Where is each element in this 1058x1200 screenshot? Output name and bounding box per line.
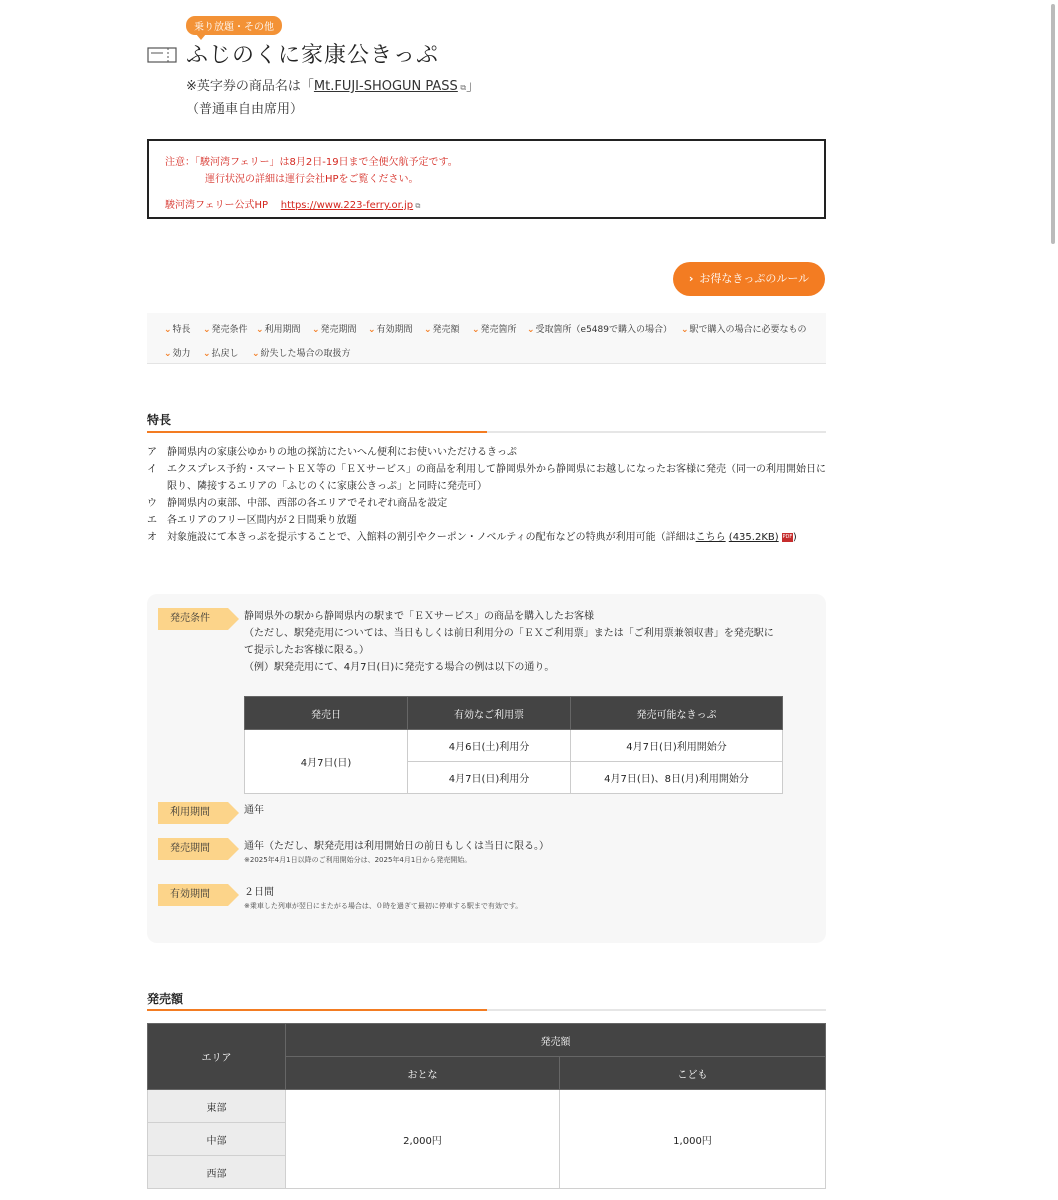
table-cell: 4月7日(日)利用開始分	[571, 730, 783, 762]
area-header: エリア	[148, 1024, 286, 1090]
child-price: 1,000円	[560, 1090, 826, 1189]
category-badge: 乗り放題・その他	[186, 16, 282, 35]
notice-line2: 運行状況の詳細は運行会社HPをご覧ください。	[205, 174, 419, 185]
external-link-icon: ⧉	[413, 202, 421, 210]
sales-period-note: ※2025年4月1日以降のご利用開始分は、2025年4月1日から発売開始。	[244, 856, 472, 864]
adult-header: おとな	[286, 1057, 560, 1090]
details-link[interactable]: こちら	[695, 532, 726, 543]
anchor-item[interactable]: ⌄紛失した場合の取扱方	[252, 349, 351, 359]
area-central: 中部	[148, 1123, 286, 1156]
anchor-item[interactable]: ⌄発売箇所	[472, 325, 517, 335]
notice-line1: 注意：「駿河湾フェリー」は8月2日-19日まで全便欠航予定です。	[165, 157, 458, 168]
pdf-size-link[interactable]: (435.2KB)	[728, 532, 779, 543]
area-east: 東部	[148, 1090, 286, 1123]
external-link-icon: ⧉	[457, 83, 467, 92]
sales-period-text: 通年（ただし、駅発売用は利用開始日の前日もしくは当日に限る。） ※2025年4月1日以降のご利用開始分は、2025年4月1日から発売開始。	[244, 841, 549, 864]
features-list: ア 静岡県内の家康公ゆかりの地の探訪にたいへん便利にお使いいただけるきっぷ イ エクスプレス予約・スマートＥＸ等の「ＥＸサービス」の商品を利用して静岡県外から静岡県にお越しになったお客様に発売（同一の利用開始日に限り、隣接するエリアの「ふじのくに家康公きっぷ」と同時に発売可） ウ 静岡県内の東部、中部、西部の各エリアでそれぞれ商品を設定 エ 各エリアのフリー区間内が２日間乗り放題 オ 対象施設にて本きっぷを提示することで、入館料の割引やクーポン・ノベルティの配布などの特典が利用可能（詳細はこちら (435.2KB) PDF)	[147, 447, 826, 543]
fare-table	[147, 1023, 826, 1189]
heading-underline	[147, 1009, 826, 1011]
rules-button[interactable]: › お得なきっぷのルール	[673, 262, 825, 296]
anchor-item[interactable]: ⌄発売条件	[203, 325, 248, 335]
pdf-icon: PDF	[782, 533, 793, 540]
anchor-item[interactable]: ⌄利用期間	[256, 325, 301, 335]
sales-period-tag: 発売期間	[158, 838, 228, 860]
table-cell: 4月6日(土)利用分	[408, 730, 571, 762]
usage-period-tag: 利用期間	[158, 802, 228, 824]
anchor-item[interactable]: ⌄特長	[164, 325, 191, 335]
table-cell: 4月7日(日)利用分	[408, 762, 571, 794]
anchor-item[interactable]: ⌄受取箇所（e5489で購入の場合）	[527, 325, 672, 335]
heading-underline	[147, 431, 826, 433]
scrollbar[interactable]	[1051, 4, 1055, 244]
price-header: 発売額	[286, 1024, 826, 1057]
features-heading: 特長	[147, 413, 172, 427]
page-title: ふじのくに家康公きっぷ	[186, 43, 440, 68]
english-name-link[interactable]: Mt.FUJI-SHOGUN PASS	[313, 79, 458, 94]
anchor-item[interactable]: ⌄有効期間	[368, 325, 413, 335]
anchor-item[interactable]: ⌄発売期間	[312, 325, 357, 335]
usage-period-text: 通年	[244, 805, 264, 816]
validity-note: ※乗車した列車が翌日にまたがる場合は、０時を過ぎて最初に停車する駅まで有効です。	[244, 902, 523, 910]
example-table: 発売日 有効なご利用票 発売可能なきっぷ 4月7日(日) 4月6日(土)利用分 4月7日(日)利用開始分 4月7日(日)利用分 4月7日(日)、8日(月)利用開始分	[244, 696, 783, 794]
english-name-note: ※英字券の商品名は「Mt.FUJI-SHOGUN PASS ⧉」	[186, 79, 480, 94]
validity-text: ２日間 ※乗車した列車が翌日にまたがる場合は、０時を過ぎて最初に停車する駅まで有効です。	[244, 887, 523, 910]
notice-box	[147, 139, 826, 219]
validity-tag: 有効期間	[158, 884, 228, 906]
seat-type: （普通車自由席用）	[186, 102, 304, 117]
sale-date-cell: 4月7日(日)	[245, 730, 408, 794]
sales-condition-text: 静岡県外の駅から静岡県内の駅まで「ＥＸサービス」の商品を購入したお客様 （ただし、駅発売用については、当日もしくは前日利用分の「ＥＸご利用票」または「ご利用票兼領収書」を発売駅に て提示したお客様に限る。） （例）駅発売用にて、4月7日(日)に発売する場合の例は以下の通り。	[244, 611, 774, 673]
area-west: 西部	[148, 1156, 286, 1189]
ticket-icon	[147, 46, 177, 64]
sales-condition-tag: 発売条件	[158, 608, 228, 630]
anchor-item[interactable]: ⌄駅で購入の場合に必要なもの	[681, 325, 807, 335]
child-header: こども	[560, 1057, 826, 1090]
table-cell: 4月7日(日)、8日(月)利用開始分	[571, 762, 783, 794]
anchor-item[interactable]: ⌄効力	[164, 349, 191, 359]
anchor-item[interactable]: ⌄発売額	[424, 325, 460, 335]
adult-price: 2,000円	[286, 1090, 560, 1189]
chevron-right-icon: ›	[688, 272, 694, 285]
anchor-item[interactable]: ⌄払戻し	[203, 349, 239, 359]
fare-heading: 発売額	[147, 992, 184, 1006]
ferry-link-row: 駿河湾フェリー公式HP https://www.223-ferry.or.jp ⧉	[165, 200, 421, 211]
ferry-link[interactable]: https://www.223-ferry.or.jp	[280, 200, 414, 211]
anchor-nav	[147, 313, 826, 364]
